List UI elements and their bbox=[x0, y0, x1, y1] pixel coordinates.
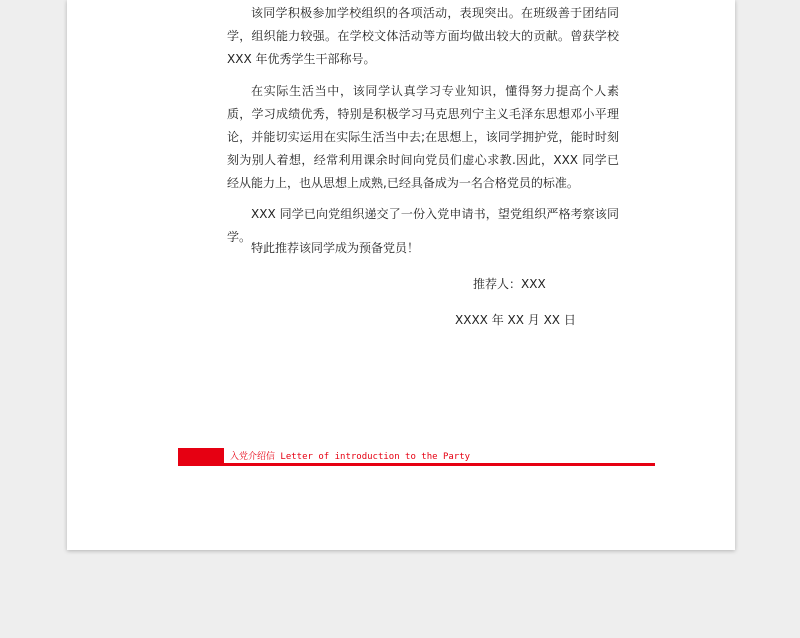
paragraph-study: 在实际生活当中，该同学认真学习专业知识，懂得努力提高个人素质，学习成绩优秀，特别是积极学习马克思列宁主义毛泽东思想邓小平理论，并能切实运用在实际生活当中去;在思想上，该同学拥护党，能时时刻刻为别人着想，经常利用课余时间向党员们虚心求教.因此，XXX 同学已经从能力上，也从思想上成熟,已经具备成为一名合格党员的标准。 bbox=[227, 84, 619, 190]
paragraph-recommendation: 特此推荐该同学成为预备党员！ bbox=[251, 241, 420, 255]
document-page bbox=[67, 0, 735, 550]
recommender-signature: 推荐人：XXX bbox=[473, 277, 546, 291]
footer-title: 入党介绍信 Letter of introduction to the Party bbox=[230, 452, 471, 462]
paragraph-application: XXX 同学已向党组织递交了一份入党申请书，望党组织严格考察该同学。 bbox=[227, 207, 619, 244]
footer-red-rule bbox=[178, 463, 655, 466]
signature-date: XXXX 年 XX 月 XX 日 bbox=[455, 313, 576, 327]
paragraph-activities: 该同学积极参加学校组织的各项活动，表现突出。在班级善于团结同学，组织能力较强。在学校文体活动等方面均做出较大的贡献。曾获学校 XXX 年优秀学生干部称号。 bbox=[227, 6, 619, 66]
